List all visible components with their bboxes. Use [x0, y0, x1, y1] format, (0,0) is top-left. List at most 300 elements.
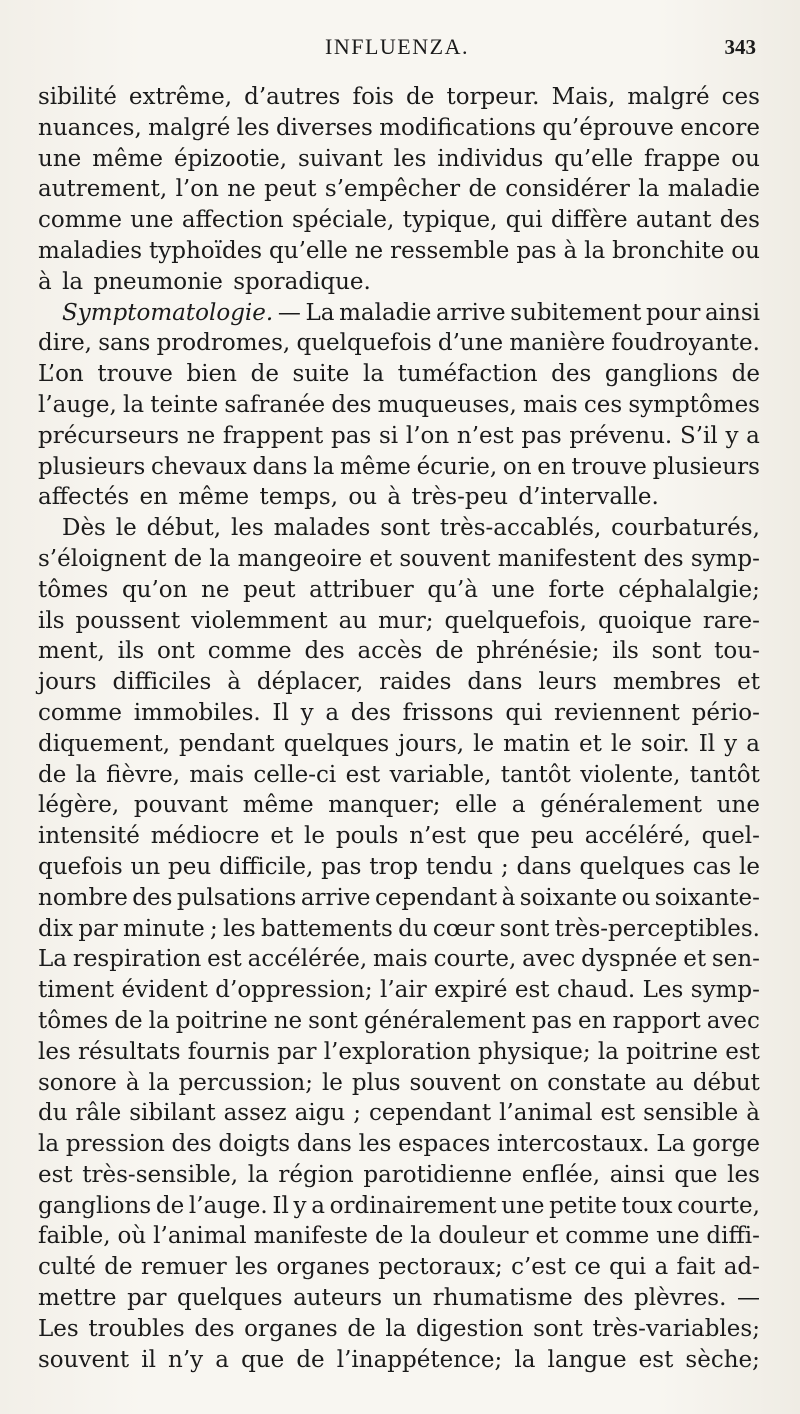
word: fièvre,	[106, 761, 181, 788]
text-line	[38, 729, 760, 760]
word: les	[393, 145, 427, 172]
word: physique;	[478, 1038, 591, 1065]
text-line	[38, 914, 760, 945]
text-line	[38, 328, 760, 359]
word: le	[115, 515, 137, 542]
word: au	[655, 1069, 684, 1096]
text-line	[38, 174, 760, 205]
word: la	[385, 1315, 407, 1342]
text-line	[38, 790, 760, 821]
word: qu’à	[427, 576, 478, 603]
word: cependant	[374, 884, 498, 911]
word: y	[293, 1192, 307, 1219]
word: la	[209, 545, 231, 572]
word: à	[227, 669, 241, 696]
word: pas	[330, 422, 372, 449]
word: en	[537, 453, 566, 480]
word: attribuer	[309, 576, 414, 603]
word: de	[296, 1346, 325, 1373]
word: l’inappétence;	[336, 1346, 503, 1373]
word: variable,	[389, 761, 492, 788]
word: ;	[209, 915, 218, 942]
word: maladies	[38, 237, 143, 264]
word: qui	[505, 699, 543, 726]
word: dyspnée	[581, 946, 678, 973]
word: tou-	[714, 638, 760, 665]
word: s’éloignent	[38, 545, 167, 572]
word: dire,	[38, 330, 92, 357]
word: de	[173, 545, 203, 572]
word: manifeste	[253, 1223, 369, 1250]
word: la	[410, 1223, 432, 1250]
word: même	[92, 145, 164, 172]
word: sen-	[711, 946, 760, 973]
text-line	[38, 1221, 760, 1252]
word: début	[692, 1069, 760, 1096]
word: que	[241, 1346, 285, 1373]
word: intercostaux.	[497, 1131, 650, 1158]
word: difficile,	[219, 853, 314, 880]
word: reviennent	[553, 699, 680, 726]
text-line	[38, 667, 760, 698]
word: arrive	[435, 299, 506, 326]
word: diffi-	[706, 1223, 760, 1250]
word: frappent	[222, 422, 324, 449]
word: s’empêcher	[324, 176, 461, 203]
word: pouvant	[133, 792, 229, 819]
word: arrive	[300, 884, 371, 911]
word: y	[724, 730, 738, 757]
word: d’intervalle.	[518, 484, 659, 511]
word: —	[277, 299, 301, 326]
word: plus	[351, 1069, 401, 1096]
word: le	[473, 730, 495, 757]
word: le	[610, 730, 632, 757]
word: pas	[521, 422, 562, 449]
word: plèvres.	[634, 1285, 727, 1312]
word: pour	[645, 299, 701, 326]
word: diffère	[550, 207, 628, 234]
word: sporadique.	[233, 268, 371, 295]
word: les	[358, 1131, 392, 1158]
text-line	[38, 1160, 760, 1191]
text-line	[38, 575, 760, 606]
word: peut	[264, 176, 317, 203]
word: quefois	[38, 853, 123, 880]
word: a	[746, 422, 760, 449]
word: la	[75, 761, 97, 788]
text-line	[38, 482, 760, 513]
word: accélérée,	[247, 946, 368, 973]
text-line	[38, 513, 760, 544]
word: des	[551, 361, 592, 388]
text-line	[38, 544, 760, 575]
word: ou	[621, 884, 651, 911]
word: même	[242, 792, 314, 819]
word: ordinairement	[329, 1192, 497, 1219]
word: une	[38, 145, 82, 172]
word: faible,	[38, 1223, 111, 1250]
word: la	[313, 453, 335, 480]
word: matin	[503, 730, 571, 757]
word: comme	[38, 699, 122, 726]
word: comme	[207, 638, 292, 665]
word: résultats	[77, 1038, 181, 1065]
word: timent	[38, 977, 115, 1004]
word: modifications	[379, 114, 536, 141]
word: médiocre	[150, 823, 260, 850]
word: de	[347, 1315, 376, 1342]
word: de	[38, 761, 67, 788]
word: de	[104, 1254, 133, 1281]
word: des	[304, 638, 345, 665]
word: manquer;	[328, 792, 441, 819]
word: intensité	[38, 823, 140, 850]
word: typhoïdes	[149, 237, 263, 264]
word: ce	[574, 1254, 601, 1281]
word: à	[125, 1069, 140, 1096]
word: ainsi	[704, 299, 760, 326]
word: de	[250, 361, 279, 388]
word: une	[501, 1192, 545, 1219]
text-line	[38, 1314, 760, 1345]
word: à	[501, 884, 516, 911]
word: rhumatisme	[432, 1285, 573, 1312]
word: est	[638, 1346, 674, 1373]
text-line	[38, 821, 760, 852]
word: encore	[680, 114, 760, 141]
word: sans	[98, 330, 151, 357]
word: du	[398, 915, 428, 942]
word: assez	[223, 1100, 287, 1127]
word: frissons	[402, 699, 494, 726]
word: sont	[308, 1007, 358, 1034]
word: malades	[273, 515, 371, 542]
word: de	[114, 1007, 143, 1034]
word: déplacer,	[256, 669, 364, 696]
text-line	[38, 698, 760, 729]
word: elle	[455, 792, 498, 819]
word: maladie	[667, 176, 760, 203]
word: et	[369, 545, 393, 572]
word: ganglions	[38, 1192, 152, 1219]
word: quelques	[177, 1285, 283, 1312]
word: où	[117, 1223, 147, 1250]
word: ces	[721, 84, 760, 110]
word: auteurs	[293, 1285, 383, 1312]
word: Les	[642, 977, 684, 1004]
word: aigu	[294, 1100, 346, 1127]
word: à	[746, 1100, 760, 1127]
word: a	[654, 1254, 669, 1281]
word: l’auge.	[188, 1192, 268, 1219]
word: qu’elle	[554, 145, 634, 172]
word: jours,	[398, 730, 465, 757]
word: diverses	[275, 114, 373, 141]
text-line	[38, 1037, 760, 1068]
word: n’y	[168, 1346, 204, 1373]
text-line	[38, 1068, 760, 1099]
word: autrement,	[38, 176, 168, 203]
word: suite	[292, 361, 350, 388]
word: du	[38, 1100, 68, 1127]
word: l’animal	[153, 1223, 247, 1250]
word: est	[600, 1100, 636, 1127]
word: expiré	[434, 977, 508, 1004]
word: poitrine	[175, 1007, 268, 1034]
word: on	[502, 453, 532, 480]
word: troubles	[88, 1315, 185, 1342]
text-line	[38, 1006, 760, 1037]
word: petite	[549, 1192, 617, 1219]
word: des	[194, 1315, 235, 1342]
text-line	[38, 113, 760, 144]
word: avec	[522, 946, 576, 973]
word: des	[643, 545, 684, 572]
word: diquement,	[38, 730, 171, 757]
word: a	[325, 699, 340, 726]
word: violemment	[191, 607, 328, 634]
word: d’oppression;	[215, 977, 373, 1004]
word: douleur	[438, 1223, 529, 1250]
word: les	[727, 1161, 760, 1188]
word: que	[674, 1161, 718, 1188]
word: ont	[156, 638, 195, 665]
word: la	[514, 1346, 536, 1373]
word: évident	[121, 977, 208, 1004]
word: d’autres	[244, 84, 341, 110]
word: foudroyante.	[611, 330, 760, 357]
text-line	[38, 144, 760, 175]
section-heading: Symptomatologie.	[62, 299, 274, 326]
word: sont	[651, 638, 702, 665]
word: la	[148, 1069, 170, 1096]
word: membres	[612, 669, 722, 696]
text-line	[38, 852, 760, 883]
word: l’animal	[499, 1100, 593, 1127]
word: espaces	[398, 1131, 491, 1158]
word: pas	[531, 1007, 573, 1034]
word: la	[638, 176, 660, 203]
word: manière	[509, 330, 606, 357]
text-line	[38, 883, 760, 914]
word: mangeoire	[237, 545, 363, 572]
word: par	[78, 915, 118, 942]
word: la	[247, 1161, 269, 1188]
word: est	[207, 946, 242, 973]
word: à	[387, 484, 402, 511]
word: affection	[181, 207, 284, 234]
text-line	[38, 606, 760, 637]
word: Mais,	[551, 84, 616, 110]
word: bien	[186, 361, 237, 388]
text-line	[38, 1098, 760, 1129]
word: écurie,	[416, 453, 498, 480]
word: individus	[437, 145, 544, 172]
word: forte	[548, 576, 605, 603]
word: généralement	[363, 1007, 526, 1034]
word: torpeur.	[446, 84, 540, 110]
word: pas	[321, 853, 362, 880]
word: ces	[583, 391, 623, 418]
word: pas	[516, 237, 557, 264]
word: soixante-	[654, 884, 760, 911]
word: la	[584, 237, 606, 264]
word: tômes	[38, 1007, 109, 1034]
word: de	[375, 1223, 404, 1250]
word: râle	[75, 1100, 122, 1127]
word: courbaturés,	[611, 515, 760, 542]
word: le	[739, 853, 760, 880]
word: spéciale,	[291, 207, 395, 234]
word: avec	[706, 1007, 760, 1034]
word: organes	[244, 1315, 338, 1342]
word: La	[305, 299, 335, 326]
word: très-variables;	[592, 1315, 760, 1342]
text-line	[38, 452, 760, 483]
word: l’on	[175, 176, 219, 203]
word: cœur	[432, 915, 495, 942]
word: sont	[533, 1315, 583, 1342]
word: percussion;	[178, 1069, 313, 1096]
word: trop	[369, 853, 419, 880]
text-line	[38, 636, 760, 667]
word: de	[155, 1192, 185, 1219]
word: maladie	[339, 299, 432, 326]
page-number: 343	[724, 35, 756, 59]
word: mais	[373, 946, 428, 973]
text-line	[38, 359, 760, 390]
word: prodromes,	[156, 330, 291, 357]
word: enflée,	[521, 1161, 601, 1188]
word: la	[148, 1007, 170, 1034]
word: ou	[731, 145, 760, 172]
word: sont	[380, 515, 430, 542]
text-line	[38, 82, 760, 113]
word: de	[406, 84, 435, 110]
word: jours	[38, 669, 97, 696]
word: ;	[353, 1100, 361, 1127]
word: à	[563, 237, 578, 264]
word: autant	[635, 207, 712, 234]
word: culté	[38, 1254, 96, 1281]
text-line	[38, 1129, 760, 1160]
word: courte,	[677, 1192, 760, 1219]
text-line	[38, 1252, 760, 1283]
word: la	[362, 361, 385, 388]
word: pério-	[691, 699, 760, 726]
word: quelques	[579, 853, 685, 880]
word: subitement	[510, 299, 642, 326]
word: sibilant	[129, 1100, 216, 1127]
word: les	[235, 1254, 268, 1281]
word: battements	[261, 915, 393, 942]
word: ne	[273, 1007, 303, 1034]
word: ils	[612, 638, 639, 665]
word: quelquefois,	[444, 607, 587, 634]
word: muqueuses,	[377, 391, 517, 418]
text-line	[38, 975, 760, 1006]
word: tômes	[38, 576, 109, 603]
word: très-sensible,	[82, 1161, 239, 1188]
word: ganglions	[604, 361, 719, 388]
word: pendant	[179, 730, 275, 757]
word: souvent	[409, 1069, 501, 1096]
word: mais	[189, 761, 245, 788]
running-title: INFLUENZA.	[325, 34, 469, 59]
word: rare-	[702, 607, 760, 634]
word: est	[725, 1038, 760, 1065]
word: que	[476, 823, 520, 850]
word: extrême,	[128, 84, 233, 110]
word: dans	[296, 1131, 352, 1158]
word: est	[514, 977, 550, 1004]
word: des	[583, 1285, 624, 1312]
word: une	[656, 1223, 700, 1250]
word: qu’éprouve	[542, 114, 674, 141]
word: Il	[698, 730, 716, 757]
word: a	[746, 730, 760, 757]
word: souvent	[399, 545, 491, 572]
word: ment,	[38, 638, 105, 665]
text-line	[38, 944, 760, 975]
word: poitrine	[626, 1038, 719, 1065]
word: tendu	[425, 853, 494, 880]
text-line	[38, 421, 760, 452]
word: leurs	[538, 669, 597, 696]
text-line	[38, 390, 760, 421]
word: accéléré,	[584, 823, 691, 850]
word: tantôt	[689, 761, 760, 788]
word: fois	[352, 84, 394, 110]
word: courte,	[433, 946, 517, 973]
word: en	[578, 1007, 607, 1034]
word: le	[321, 1069, 343, 1096]
word: soir.	[640, 730, 690, 757]
word: ne	[201, 576, 230, 603]
word: les	[236, 114, 270, 141]
word: c’est	[511, 1254, 566, 1281]
word: l’on	[405, 422, 450, 449]
word: quel-	[701, 823, 760, 850]
word: il	[141, 1346, 156, 1373]
word: même	[178, 484, 250, 511]
word: au	[338, 607, 368, 634]
word: trouve	[97, 361, 173, 388]
word: quoique	[597, 607, 692, 634]
word: symp-	[690, 545, 760, 572]
word: légère,	[38, 792, 120, 819]
word: typique,	[402, 207, 498, 234]
word: dans	[516, 853, 572, 880]
word: toux	[621, 1192, 673, 1219]
word: ad-	[723, 1254, 760, 1281]
word: langue	[547, 1346, 627, 1373]
word: la	[597, 1038, 619, 1065]
word: digestion	[416, 1315, 524, 1342]
word: sensible	[643, 1100, 739, 1127]
word: précurseurs	[38, 422, 180, 449]
word: respiration	[72, 946, 202, 973]
word: poussent	[75, 607, 181, 634]
word: teinte	[150, 391, 219, 418]
word: tuméfaction	[397, 361, 538, 388]
word: doigts	[218, 1131, 291, 1158]
word: mais	[522, 391, 578, 418]
word: de	[435, 638, 464, 665]
word: pulsations	[176, 884, 297, 911]
word: a	[215, 1346, 229, 1373]
